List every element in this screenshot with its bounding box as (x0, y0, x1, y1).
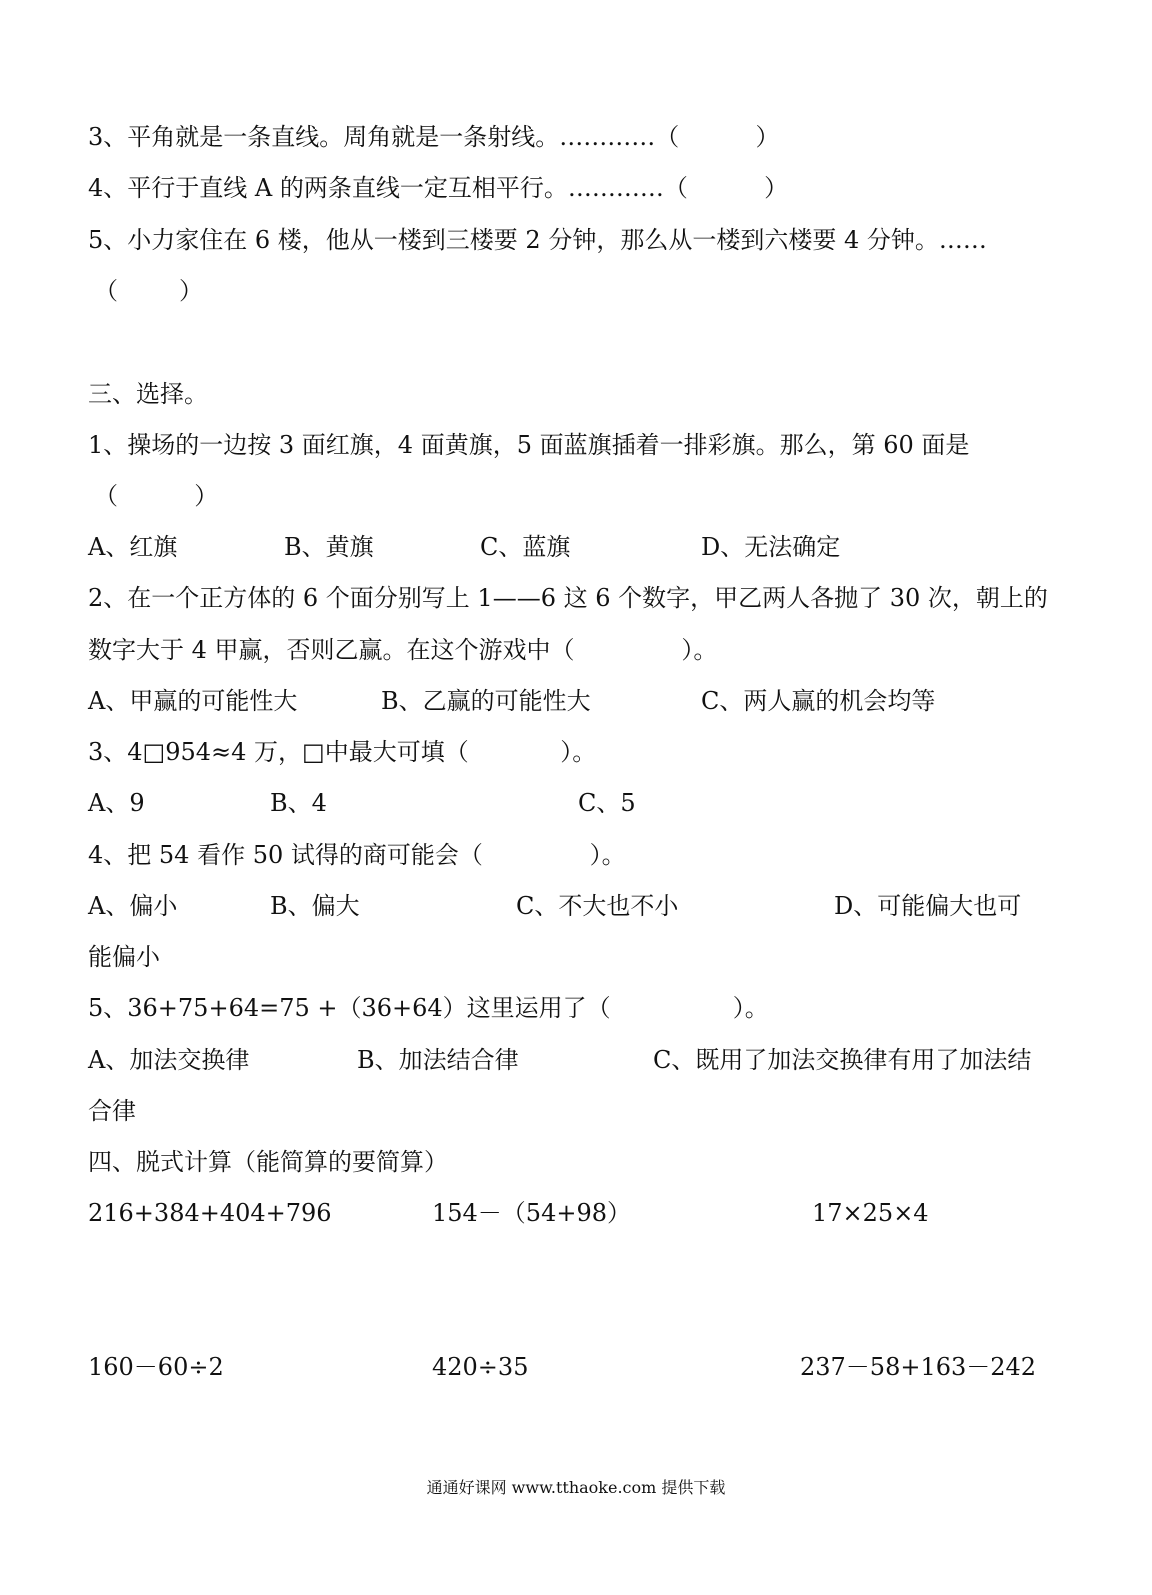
choice-q1-option-c: C、蓝旗 (480, 533, 571, 561)
judgement-q5-line1: 5、小力家住在 6 楼，他从一楼到三楼要 2 分钟，那么从一楼到六楼要 4 分钟。…… (88, 226, 987, 254)
page-footer: 通通好课网 www.tthaoke.com 提供下载 (426, 1478, 726, 1497)
judgement-q5-line2: （ ） (94, 277, 204, 305)
choice-q4-text: 4、把 54 看作 50 试得的商可能会（ ）。 (88, 841, 626, 869)
choice-q2-text-line2: 数字大于 4 甲赢，否则乙赢。在这个游戏中（ ）。 (88, 636, 718, 664)
choice-q4-continuation: 能偏小 (88, 943, 160, 971)
choice-q5-option-c: C、既用了加法交换律有用了加法结 (653, 1046, 1032, 1074)
choice-q5-option-b: B、加法结合律 (357, 1046, 519, 1074)
choice-q1-text: 1、操场的一边按 3 面红旗，4 面黄旗，5 面蓝旗插着一排彩旗。那么，第 60 面是 (88, 431, 970, 459)
judgement-q3: 3、平角就是一条直线。周角就是一条射线。…………（ ） (88, 123, 780, 151)
choice-q2-option-b: B、乙赢的可能性大 (381, 687, 591, 715)
calc-expression: 420÷35 (432, 1353, 529, 1381)
choice-q2-option-c: C、两人赢的机会均等 (701, 687, 936, 715)
choice-q5-continuation: 合律 (88, 1097, 136, 1125)
calc-expression: 216+384+404+796 (88, 1199, 332, 1227)
choice-q4-option-d: D、可能偏大也可 (834, 892, 1022, 920)
calculation-heading: 四、脱式计算（能简算的要简算） (88, 1148, 448, 1176)
choice-heading: 三、选择。 (88, 380, 208, 408)
judgement-q4: 4、平行于直线 A 的两条直线一定互相平行。…………（ ） (88, 174, 789, 202)
choice-q2-text-line1: 2、在一个正方体的 6 个面分别写上 1——6 这 6 个数字，甲乙两人各抛了 30 次，朝上的 (88, 584, 1048, 612)
choice-q3-option-c: C、5 (578, 789, 636, 817)
calc-expression: 17×25×4 (812, 1199, 929, 1227)
choice-q2-option-a: A、甲赢的可能性大 (88, 687, 298, 715)
calc-expression: 154－（54+98） (432, 1199, 631, 1227)
choice-q1-option-d: D、无法确定 (701, 533, 841, 561)
choice-q3-option-b: B、4 (270, 789, 327, 817)
choice-q5-option-a: A、加法交换律 (88, 1046, 250, 1074)
choice-q3-option-a: A、9 (88, 789, 145, 817)
choice-q5-text: 5、36+75+64=75 +（36+64）这里运用了（ ）。 (88, 994, 769, 1022)
choice-q4-option-b: B、偏大 (270, 892, 360, 920)
calc-expression: 160－60÷2 (88, 1353, 224, 1381)
choice-q1-option-b: B、黄旗 (284, 533, 374, 561)
calc-expression: 237－58+163－242 (800, 1353, 1037, 1381)
choice-q4-option-c: C、不大也不小 (516, 892, 679, 920)
choice-q1-option-a: A、红旗 (88, 533, 178, 561)
choice-q1-blank: （ ） (94, 482, 219, 510)
choice-q4-option-a: A、偏小 (88, 892, 178, 920)
choice-q3-text: 3、4□954≈4 万，□中最大可填（ ）。 (88, 738, 597, 766)
